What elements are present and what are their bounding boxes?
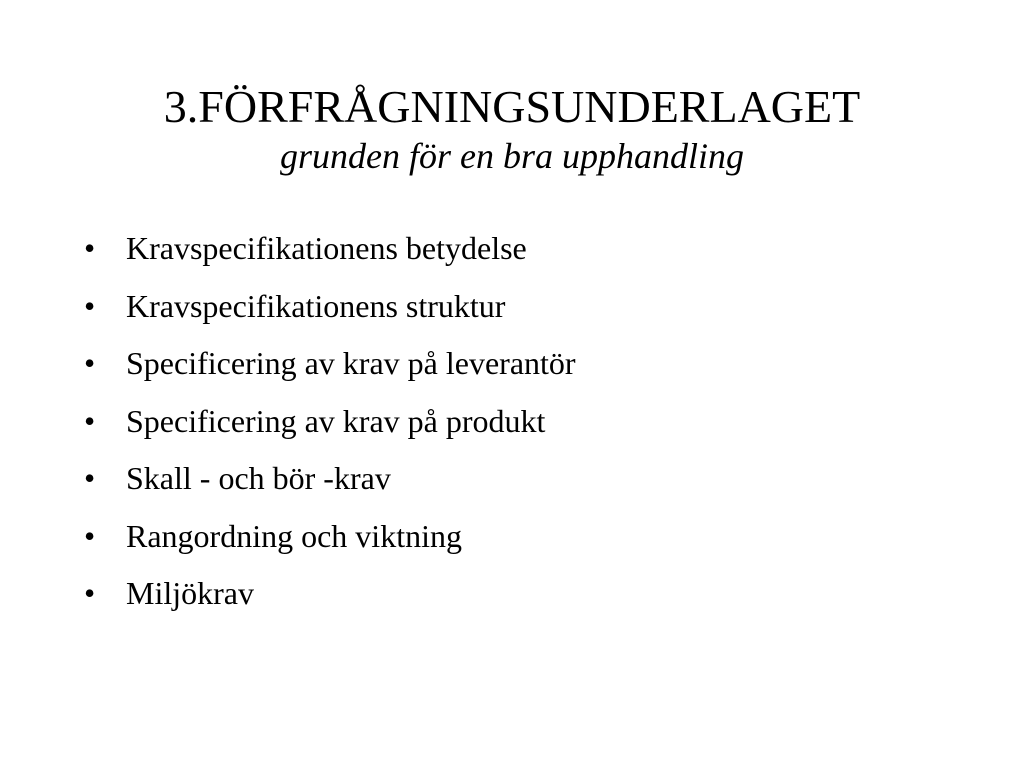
- list-item-text: Specificering av krav på produkt: [126, 402, 546, 439]
- list-item-text: Kravspecifikationens struktur: [126, 287, 506, 324]
- bullet-icon: •: [84, 345, 96, 381]
- bullet-icon: •: [84, 460, 96, 496]
- bullet-icon: •: [84, 517, 96, 554]
- list-item-text: Specificering av krav på leverantör: [126, 345, 576, 381]
- list-item-text: Skall - och bör -krav: [126, 460, 391, 496]
- list-item: [84, 458, 964, 516]
- list-item: [84, 228, 964, 286]
- list-item: [84, 343, 964, 401]
- title-block: [0, 80, 1024, 178]
- list-item: [84, 573, 964, 631]
- bullet-icon: •: [84, 230, 96, 266]
- bullet-icon: •: [84, 575, 96, 611]
- list-item-text: Miljökrav: [126, 575, 254, 611]
- list-item: [84, 516, 964, 574]
- list-item: [84, 401, 964, 459]
- list-item-text: Kravspecifikationens betydelse: [126, 230, 527, 266]
- bullet-list: [84, 228, 964, 631]
- slide-title: 3.FÖRFRÅGNINGSUNDERLAGET: [163, 81, 861, 132]
- slide-subtitle: grunden för en bra upphandling: [280, 136, 744, 176]
- bullet-icon: •: [84, 287, 96, 324]
- list-item: [84, 286, 964, 344]
- list-item-text: Rangordning och viktning: [126, 517, 462, 554]
- bullet-icon: •: [84, 402, 96, 439]
